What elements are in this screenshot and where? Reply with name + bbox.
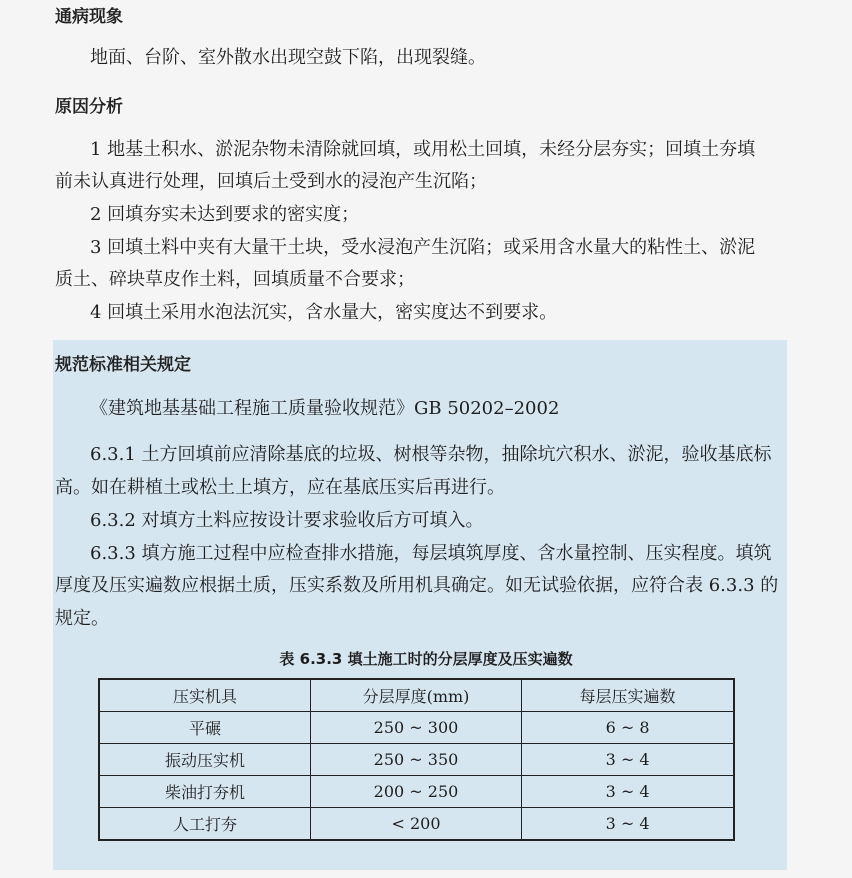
table-cell: 3 ~ 4 xyxy=(522,776,734,808)
cause-heading: 原因分析 xyxy=(55,97,123,117)
cause-line-4: 3 回填土料中夹有大量干土块，受水浸泡产生沉陷；或采用含水量大的粘性土、淤泥 xyxy=(90,237,756,258)
table-cell: 200 ~ 250 xyxy=(310,776,521,808)
table-cell: 6 ~ 8 xyxy=(522,712,734,744)
cause-line-2: 前未认真进行处理，回填后土受到水的浸泡产生沉陷； xyxy=(55,171,487,192)
clause-line-4: 6.3.3 填方施工过程中应检查排水措施，每层填筑厚度、含水量控制、压实程度。填筑 xyxy=(90,543,772,564)
table-cell: 人工打夯 xyxy=(99,808,310,841)
table-cell: 3 ~ 4 xyxy=(522,744,734,776)
clause-line-2: 高。如在耕植土或松土上填方，应在基底压实后再进行。 xyxy=(55,477,505,498)
table-row xyxy=(99,776,734,808)
cause-line-3: 2 回填夯实未达到要求的密实度； xyxy=(90,204,360,225)
table-cell: 柴油打夯机 xyxy=(99,776,310,808)
table-header-row xyxy=(99,679,734,712)
std-heading: 规范标准相关规定 xyxy=(55,355,191,375)
cause-line-6: 4 回填土采用水泡法沉实，含水量大，密实度达不到要求。 xyxy=(90,302,558,323)
table-header: 压实机具 xyxy=(99,679,310,712)
clause-line-3: 6.3.2 对填方土料应按设计要求验收后方可填入。 xyxy=(90,510,484,531)
table-cell: 250 ~ 300 xyxy=(310,712,521,744)
std-title: 《建筑地基基础工程施工质量验收规范》GB 50202–2002 xyxy=(90,398,560,419)
table-row xyxy=(99,744,734,776)
table-cell: 平碾 xyxy=(99,712,310,744)
table-cell: < 200 xyxy=(310,808,521,841)
cause-line-5: 质土、碎块草皮作土料，回填质量不合要求； xyxy=(55,269,415,290)
table-header: 每层压实遍数 xyxy=(522,679,734,712)
table-title: 表 6.3.3 填土施工时的分层厚度及压实遍数 xyxy=(279,650,573,668)
table-row xyxy=(99,712,734,744)
table-cell: 振动压实机 xyxy=(99,744,310,776)
clause-line-1: 6.3.1 土方回填前应清除基底的垃圾、树根等杂物，抽除坑穴积水、淤泥，验收基底标 xyxy=(90,444,772,465)
defect-heading: 通病现象 xyxy=(55,7,123,27)
cause-line-1: 1 地基土积水、淤泥杂物未清除就回填，或用松土回填，未经分层夯实；回填土夯填 xyxy=(90,139,756,160)
clause-line-6: 规定。 xyxy=(55,608,109,629)
table-cell: 3 ~ 4 xyxy=(522,808,734,841)
compaction-table xyxy=(98,678,735,841)
defect-text: 地面、台阶、室外散水出现空鼓下陷，出现裂缝。 xyxy=(90,47,486,68)
clause-line-5: 厚度及压实遍数应根据土质，压实系数及所用机具确定。如无试验依据，应符合表 6.3.3 的 xyxy=(55,575,779,596)
table-header: 分层厚度(mm) xyxy=(310,679,521,712)
table-row xyxy=(99,808,734,841)
table-cell: 250 ~ 350 xyxy=(310,744,521,776)
